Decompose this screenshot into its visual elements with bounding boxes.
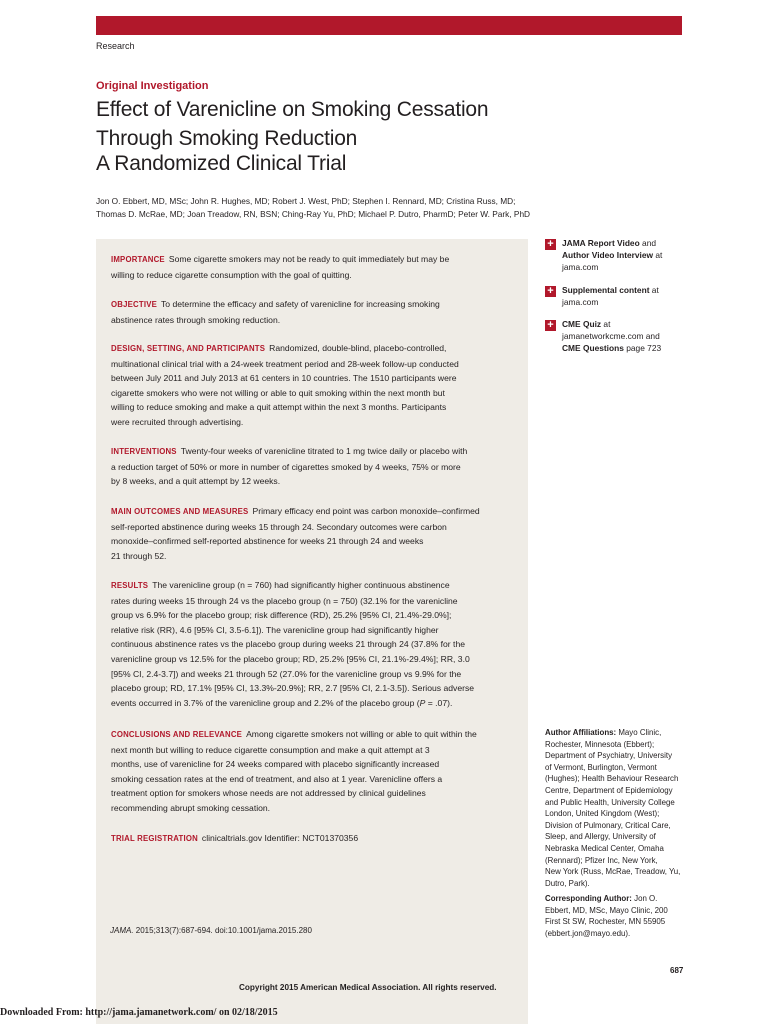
- corresponding-label: Corresponding Author:: [545, 894, 632, 903]
- abstract-box: [96, 239, 528, 1024]
- abstract-registration: [111, 831, 519, 847]
- affiliation-text: Division of Pulmonary, Critical Care,: [545, 820, 671, 830]
- section-label: TRIAL REGISTRATION: [111, 834, 198, 843]
- section-label: OBJECTIVE: [111, 300, 157, 309]
- abstract-text: multinational clinical trial with a 24-week treatment period and 28-week follow-up conducted: [111, 358, 459, 369]
- interview-label: Author Video Interview: [562, 249, 654, 260]
- section-label: CONCLUSIONS AND RELEVANCE: [111, 730, 243, 739]
- page-number: 687: [670, 966, 684, 975]
- journal-header-bar: [96, 16, 682, 35]
- abstract-interventions: [111, 444, 519, 489]
- affiliation-text: of Vermont, Burlington, Vermont: [545, 762, 657, 772]
- abstract-text: continuous abstinence rates vs the placebo group during weeks 21 through 24 (37.8% for the: [111, 639, 466, 650]
- affiliation-text: Dutro, Park).: [545, 878, 590, 888]
- abstract-text: Randomized, double-blind, placebo-controlled,: [269, 343, 447, 353]
- abstract-text: recommending abrupt smoking cessation.: [111, 802, 271, 813]
- corresponding-author: [545, 893, 693, 939]
- abstract-text: Some cigarette smokers may not be ready to quit immediately but may be: [168, 254, 450, 264]
- link-url: jama.com: [562, 261, 599, 272]
- corresponding-text: First St SW, Rochester, MN 55905: [545, 917, 666, 927]
- affiliation-text: Mayo Clinic,: [616, 728, 662, 737]
- abstract-text: months, use of varenicline for 24 weeks compared with placebo significantly increased: [111, 759, 440, 770]
- link-text: and: [639, 238, 657, 248]
- section-label: DESIGN, SETTING, AND PARTICIPANTS: [111, 344, 266, 353]
- article-title-line: Effect of Varenicline on Smoking Cessation: [96, 98, 489, 121]
- abstract-text-segment: = .07).: [425, 697, 453, 708]
- article-title-line: Through Smoking Reduction: [96, 127, 358, 150]
- supplement-link[interactable]: [545, 285, 685, 309]
- abstract-text: varenicline group vs 12.5% for the placebo group; RD, 25.2% [95% CI, 21.1%-29.4%]; RR, 3.0: [111, 653, 470, 664]
- affiliation-text: New York (Russ, McRae, Treadow, Yu,: [545, 867, 681, 877]
- corresponding-text: Ebbert, MD, MSc, Mayo Clinic, 200: [545, 905, 668, 915]
- abstract-text: self-reported abstinence during weeks 15 through 24. Secondary outcomes were carbon: [111, 521, 447, 532]
- video-link[interactable]: [545, 238, 685, 273]
- abstract-text: Twenty-four weeks of varenicline titrated to 1 mg twice daily or placebo with: [180, 446, 468, 456]
- abstract-text: To determine the efficacy and safety of varenicline for increasing smoking: [161, 299, 440, 309]
- section-label: INTERVENTIONS: [111, 447, 177, 456]
- abstract-text-segment: events occurred in 3.7% of the varenicline group and 2.2% of the placebo group (: [111, 697, 420, 708]
- abstract-text: monoxide–confirmed self-reported abstinence for weeks 21 through 24 and weeks: [111, 536, 424, 547]
- link-text: at: [653, 249, 663, 260]
- author-list: [96, 195, 566, 221]
- abstract-results: [111, 578, 519, 710]
- article-type: Original Investigation: [96, 80, 209, 92]
- abstract-text: next month but willing to reduce cigarette consumption and make a quit attempt at 3: [111, 744, 430, 755]
- author-affiliations: [545, 727, 693, 889]
- abstract-text: smoking cessation rates at the end of treatment, and also at 1 year. Varenicline offers a: [111, 773, 443, 784]
- author-line: Jon O. Ebbert, MD, MSc; John R. Hughes, MD; Robert J. West, PhD; Stephen I. Rennard, MD; Cristina Russ, MD;: [96, 196, 516, 206]
- abstract-text: willing to reduce smoking and make a quit attempt within the next 3 months. Participants: [111, 402, 447, 413]
- abstract-text: by 8 weeks, and a quit attempt by 12 weeks.: [111, 476, 281, 487]
- affiliation-text: Sleep, and Allergy, University of: [545, 832, 656, 842]
- video-label: JAMA Report Video: [562, 238, 640, 248]
- corresponding-text: Jon O.: [631, 894, 658, 903]
- copyright-notice: Copyright 2015 American Medical Association. All rights reserved.: [239, 983, 497, 992]
- affiliation-text: Nebraska Medical Center, Omaha: [545, 843, 664, 853]
- abstract-text: 21 through 52.: [111, 550, 167, 561]
- abstract-text: treatment option for smokers whose needs are not addressed by clinical guidelines: [111, 788, 426, 799]
- cme-quiz-label: CME Quiz: [562, 319, 602, 329]
- article-title: [96, 95, 656, 153]
- author-line: Thomas D. McRae, MD; Joan Treadow, RN, BSN; Ching-Ray Yu, PhD; Michael P. Dutro, PharmD; Peter W. Park, PhD: [96, 209, 531, 219]
- abstract-text: group vs 6.9% for the placebo group; risk difference (RD), 25.2% [95% CI, 21.4%-29.0%];: [111, 610, 452, 621]
- abstract-text: abstinence rates through smoking reduction.: [111, 314, 281, 325]
- affiliation-text: Department of Psychiatry, University: [545, 751, 673, 761]
- abstract-text: cigarette smokers who were not willing or able to quit smoking within the next month but: [111, 387, 445, 398]
- citation-details: 2015;313(7):687-694. doi:10.1001/jama.2015.280: [133, 926, 312, 935]
- abstract-conclusions: [111, 727, 519, 816]
- abstract-text: [95% CI, 2.4-3.7]) and weeks 21 through 52 (27.0% for the varenicline group vs 9.9% for the: [111, 668, 462, 679]
- plus-icon: +: [545, 320, 556, 331]
- affiliation-text: and Public Health, University College: [545, 797, 675, 807]
- link-url: jamanetworkcme.com and: [562, 330, 660, 341]
- p-value-symbol: P: [419, 697, 426, 708]
- abstract-text: willing to reduce cigarette consumption with the goal of quitting.: [111, 269, 352, 280]
- citation: [110, 926, 312, 935]
- affiliation-text: Rochester, Minnesota (Ebbert);: [545, 739, 655, 749]
- abstract-text: rates during weeks 15 through 24 vs the placebo group (n = 750) (32.1% for the varenicline: [111, 595, 458, 606]
- link-text: page 723: [623, 342, 662, 353]
- affiliation-text: (Rennard); Pfizer Inc, New York,: [545, 855, 658, 865]
- section-label: MAIN OUTCOMES AND MEASURES: [111, 507, 249, 516]
- abstract-text: [111, 696, 519, 711]
- affiliation-text: London, United Kingdom (West);: [545, 809, 660, 819]
- abstract-text: relative risk (RR), 4.6 [95% CI, 3.5-6.1]). The varenicline group had significantly higher: [111, 624, 439, 635]
- cme-questions-label: CME Questions: [562, 342, 624, 353]
- abstract-text: placebo group; RD, 17.1% [95% CI, 13.3%-20.9%]; RR, 2.7 [95% CI, 2.1-3.5]). Serious adverse: [111, 683, 475, 694]
- section-label: IMPORTANCE: [111, 255, 165, 264]
- link-text: at: [601, 319, 611, 329]
- article-subtitle: A Randomized Clinical Trial: [96, 152, 347, 175]
- link-text: at: [649, 285, 659, 295]
- plus-icon: +: [545, 286, 556, 297]
- download-stamp: Downloaded From: http://jama.jamanetwork.com/ on 02/18/2015: [0, 1007, 278, 1018]
- affiliation-text: Centre, Department of Epidemiology: [545, 785, 673, 795]
- corresponding-email[interactable]: (ebbert.jon@mayo.edu).: [545, 928, 631, 938]
- affiliations-label: Author Affiliations:: [545, 728, 617, 737]
- abstract-text: were recruited through advertising.: [111, 416, 244, 427]
- trial-registration-id: clinicaltrials.gov Identifier: NCT01370356: [201, 833, 359, 843]
- cme-link[interactable]: [545, 319, 685, 354]
- affiliation-text: (Hughes); Health Behaviour Research: [545, 774, 679, 784]
- abstract-text: between July 2011 and July 2013 at 61 centers in 10 countries. The 1510 participants were: [111, 373, 457, 384]
- abstract-outcomes: [111, 504, 519, 563]
- abstract-text: Among cigarette smokers not willing or able to quit within the: [246, 729, 477, 739]
- section-label: RESULTS: [111, 581, 149, 590]
- abstract-text: a reduction target of 50% or more in number of cigarettes smoked by 4 weeks, 75% or more: [111, 461, 461, 472]
- abstract-text: The varenicline group (n = 760) had significantly higher continuous abstinence: [152, 580, 450, 590]
- abstract-text: Primary efficacy end point was carbon monoxide–confirmed: [252, 506, 480, 516]
- citation-journal: JAMA.: [110, 926, 134, 935]
- link-url: jama.com: [562, 296, 599, 307]
- supplement-label: Supplemental content: [562, 285, 650, 295]
- section-label: Research: [96, 41, 135, 51]
- abstract-importance: [111, 252, 519, 282]
- abstract-objective: [111, 297, 519, 327]
- plus-icon: +: [545, 239, 556, 250]
- abstract-design: [111, 341, 519, 430]
